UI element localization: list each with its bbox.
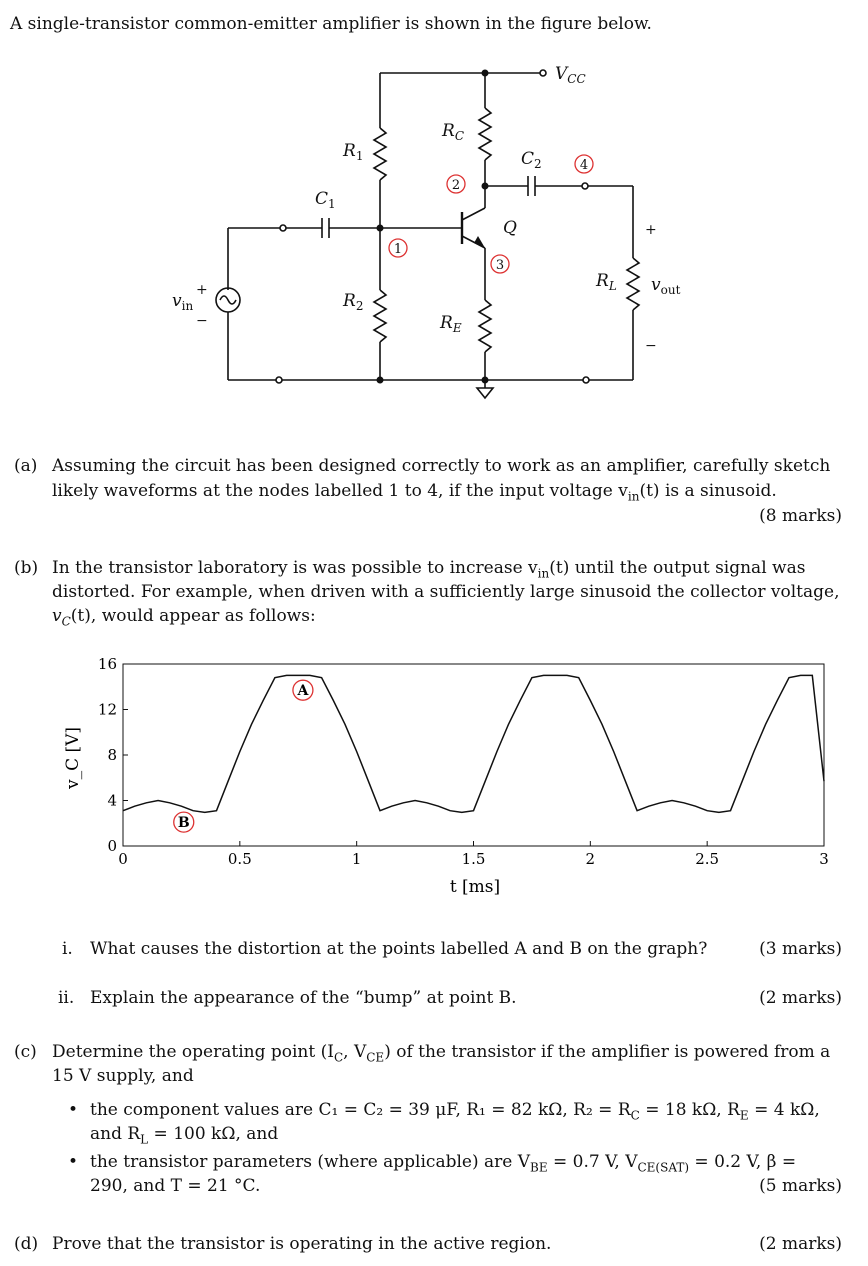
annotation-label-a: A	[297, 683, 309, 700]
part-a-line2: likely waveforms at the nodes labelled 1 to 4, if the input voltage $v_{in}(t)$ is a sinusoid.	[52, 481, 777, 504]
part-b-line2: distorted. For example, when driven with a sufficiently large sinusoid the collector voltage,	[52, 582, 840, 602]
vin-label: $v_{in}$	[172, 291, 194, 313]
q-label: Q	[503, 218, 517, 238]
rc-label: $R_C$	[442, 121, 464, 143]
q2-marks: (2 marks)	[759, 988, 842, 1008]
x-tick-label: 2.5	[695, 850, 720, 868]
q2-label: ii.	[58, 988, 75, 1008]
y-axis-label: v_C [V]	[63, 726, 83, 790]
q1-marks: (3 marks)	[759, 939, 842, 959]
bullet-dot: •	[68, 1100, 79, 1120]
r1-label: $R_1$	[343, 141, 364, 163]
plot-frame	[123, 664, 824, 846]
y-tick-label: 8	[107, 746, 117, 764]
part-d-marks: (2 marks)	[759, 1234, 842, 1254]
part-a-label: (a)	[14, 456, 38, 476]
vcc-label: $V_{CC}$	[555, 64, 586, 86]
y-tick-label: 12	[97, 700, 117, 719]
circuit-diagram	[0, 40, 868, 460]
node-3-label: 3	[495, 258, 505, 273]
c2-label: $C_2$	[521, 149, 542, 171]
y-tick-label: 16	[97, 655, 117, 673]
q1-text: What causes the distortion at the points labelled A and B on the graph?	[90, 939, 708, 959]
bullet2-line1: the transistor parameters (where applicable) are $V_{BE} = 0.7$ V, $V_{CE(SAT)} = 0.2$ V, β =	[90, 1152, 797, 1175]
vout-label: $v_{out}$	[651, 275, 681, 297]
part-d-text: Prove that the transistor is operating in the active region.	[52, 1234, 552, 1254]
part-a-line1: Assuming the circuit has been designed correctly to work as an amplifier, carefully sketch	[52, 456, 831, 476]
x-tick-label: 1	[351, 850, 362, 868]
part-b-label: (b)	[14, 558, 39, 578]
part-c-marks: (5 marks)	[759, 1176, 842, 1196]
vc-waveform-chart	[0, 640, 868, 900]
x-tick-label: 0	[118, 850, 128, 868]
bullet1-line1: the component values are C₁ = C₂ = 39 μF, R₁ = 82 kΩ, $R_2 = R_C = 18$ kΩ, $R_E = 4$ kΩ,	[90, 1100, 820, 1123]
node-2-label: 2	[451, 178, 461, 193]
node-4-label: 4	[579, 158, 589, 173]
part-b-line1: In the transistor laboratory is was possible to increase $v_{in}(t)$ until the output signal was	[52, 558, 806, 581]
y-tick-label: 0	[107, 837, 117, 855]
node-1-label: 1	[393, 242, 403, 257]
part-a-marks: (8 marks)	[759, 506, 842, 526]
x-axis-label: t [ms]	[449, 877, 501, 897]
bullet2-line2: 290, and T = 21 °C.	[90, 1176, 261, 1196]
part-c-label: (c)	[14, 1042, 37, 1062]
x-tick-label: 1.5	[461, 850, 486, 868]
x-tick-label: 3	[819, 850, 829, 868]
c1-label: $C_1$	[315, 189, 336, 211]
vout-minus: −	[645, 338, 657, 354]
re-label: $R_E$	[440, 313, 462, 335]
x-tick-label: 0.5	[227, 850, 252, 868]
bullet-dot: •	[68, 1152, 79, 1172]
bullet1-line2: and $R_L = 100$ kΩ, and	[90, 1124, 279, 1147]
annotation-label-b: B	[177, 815, 190, 832]
vout-plus: +	[645, 222, 657, 238]
part-b-line3: $v_C(t)$, would appear as follows:	[52, 606, 316, 629]
q1-label: i.	[62, 939, 73, 959]
part-c-line1: Determine the operating point ($I_C$, $V_{CE}$) of the transistor if the amplifier is powered from a	[52, 1042, 831, 1065]
x-tick-label: 2	[585, 850, 596, 868]
y-tick-label: 4	[107, 791, 117, 810]
r2-label: $R_2$	[343, 291, 364, 313]
vin-plus: +	[196, 282, 208, 298]
vc-series-line	[123, 675, 824, 812]
intro-text: A single-transistor common-emitter amplifier is shown in the figure below.	[10, 14, 652, 34]
part-c-line2: 15 V supply, and	[52, 1066, 194, 1086]
q2-text: Explain the appearance of the “bump” at point B.	[90, 988, 517, 1008]
vin-minus: −	[196, 313, 208, 329]
part-d-label: (d)	[14, 1234, 39, 1254]
rl-label: $R_L$	[596, 271, 617, 293]
